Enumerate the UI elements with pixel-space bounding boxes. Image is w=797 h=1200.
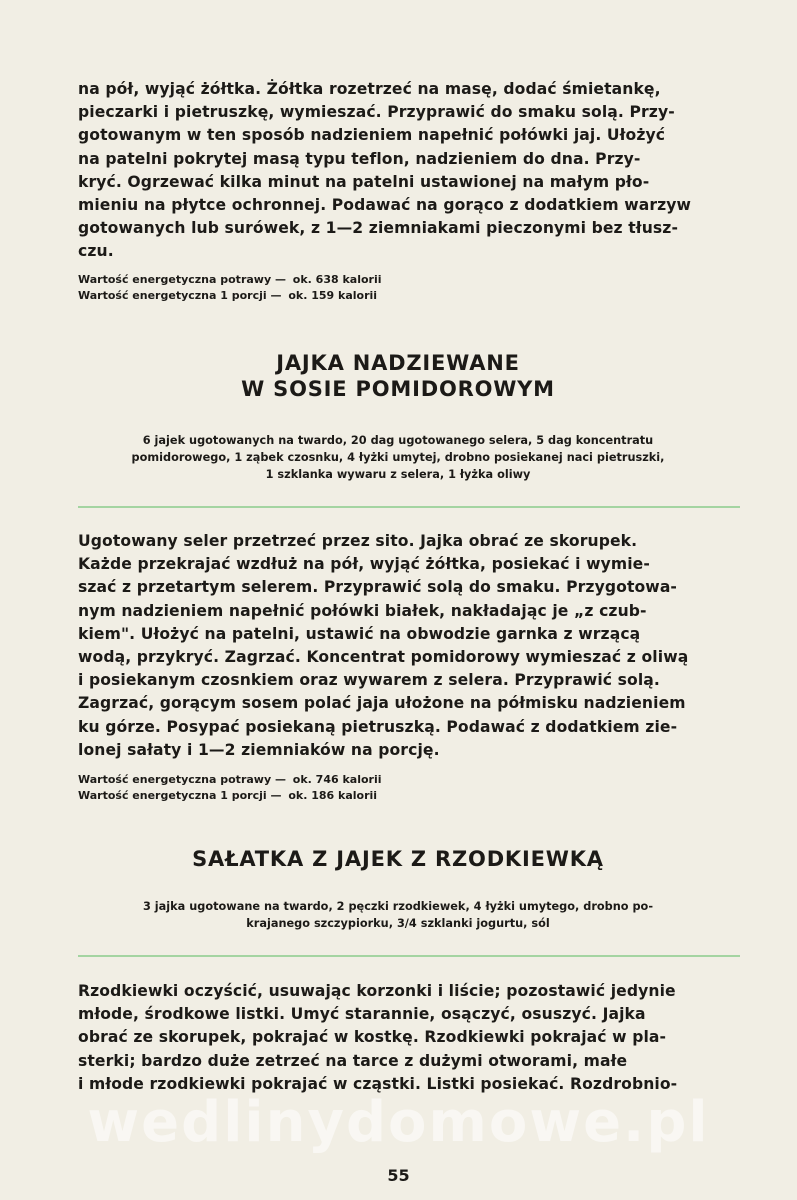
energy-label: Wartość energetyczna potrawy — bbox=[78, 273, 286, 286]
ingredients-line: pomidorowego, 1 ząbek czosnku, 4 łyżki umytej, drobno posiekanej naci pietruszki, bbox=[131, 451, 665, 464]
ingredients-line: 1 szklanka wywaru z selera, 1 łyżka oliwy bbox=[265, 468, 531, 481]
ingredients-2 bbox=[70, 898, 726, 932]
energy-dish-row bbox=[78, 772, 382, 788]
text-line: obrać ze skorupek, pokrajać w kostkę. Rzodkiewki pokrajać w pla- bbox=[78, 1028, 667, 1047]
divider-rule bbox=[78, 955, 740, 957]
energy-value: ok. 159 kalorii bbox=[288, 289, 378, 302]
energy-label: Wartość energetyczna 1 porcji — bbox=[78, 289, 282, 302]
text-line: sterki; bardzo duże zetrzeć na tarce z dużymi otworami, małe bbox=[78, 1051, 628, 1070]
energy-portion-row bbox=[78, 288, 382, 304]
text-line: gotowanym w ten sposób nadzieniem napełnić połówki jaj. Ułożyć bbox=[78, 126, 666, 145]
ingredients-line: 3 jajka ugotowane na twardo, 2 pęczki rzodkiewek, 4 łyżki umytego, drobno po- bbox=[142, 900, 654, 913]
energy-value: ok. 186 kalorii bbox=[288, 789, 378, 802]
ingredients-line: krajanego szczypiorku, 3/4 szklanki jogurtu, sól bbox=[246, 917, 550, 930]
energy-dish-row bbox=[78, 272, 382, 288]
energy-block-1 bbox=[78, 272, 382, 304]
ingredients-line: 6 jajek ugotowanych na twardo, 20 dag ugotowanego selera, 5 dag koncentratu bbox=[142, 434, 654, 447]
text-line: nym nadzieniem napełnić połówki białek, nakładając je „z czub- bbox=[78, 601, 647, 620]
recipe-1-body bbox=[78, 530, 718, 762]
text-line: kiem". Ułożyć na patelni, ustawić na obwodzie garnka z wrzącą bbox=[78, 624, 641, 643]
text-line: na pół, wyjąć żółtka. Żółtka rozetrzeć na masę, dodać śmietankę, bbox=[78, 80, 661, 98]
text-line: na patelni pokrytej masą typu teflon, nadzieniem do dna. Przy- bbox=[78, 149, 641, 168]
page-number: 55 bbox=[387, 1166, 410, 1185]
energy-portion-row bbox=[78, 788, 382, 804]
watermark: wedlinydomowe.pl bbox=[87, 1090, 710, 1155]
text-line: mieniu na płytce ochronnej. Podawać na gorąco z dodatkiem warzyw bbox=[78, 196, 692, 215]
recipe-2-body bbox=[78, 980, 718, 1096]
text-line: i posiekanym czosnkiem oraz wywarem z selera. Przyprawić solą. bbox=[78, 671, 660, 690]
recipe-title-2: SAŁATKA Z JAJEK Z RZODKIEWKĄ bbox=[192, 847, 604, 871]
text-line: Każde przekrajać wzdłuż na pół, wyjąć żółtka, posiekać i wymie- bbox=[78, 555, 650, 574]
energy-label: Wartość energetyczna potrawy — bbox=[78, 773, 286, 786]
text-line: Ugotowany seler przetrzeć przez sito. Jajka obrać ze skorupek. bbox=[78, 532, 638, 550]
text-line: gotowanych lub surówek, z 1—2 ziemniakami pieczonymi bez tłusz- bbox=[78, 219, 679, 238]
energy-value: ok. 746 kalorii bbox=[292, 773, 382, 786]
text-line: kryć. Ogrzewać kilka minut na patelni ustawionej na małym pło- bbox=[78, 172, 650, 191]
title-line: W SOSIE POMIDOROWYM bbox=[241, 377, 555, 401]
text-line: i młode rzodkiewki pokrajać w cząstki. Listki posiekać. Rozdrobnio- bbox=[78, 1074, 678, 1093]
divider-rule bbox=[78, 506, 740, 508]
intro-paragraph bbox=[78, 78, 718, 264]
text-line: Rzodkiewki oczyścić, usuwając korzonki i liście; pozostawić jedynie bbox=[78, 982, 676, 1000]
recipe-title-1 bbox=[78, 350, 718, 402]
title-line: JAJKA NADZIEWANE bbox=[276, 351, 520, 375]
energy-label: Wartość energetyczna 1 porcji — bbox=[78, 789, 282, 802]
energy-value: ok. 638 kalorii bbox=[292, 273, 382, 286]
text-line: szać z przetartym selerem. Przyprawić solą do smaku. Przygotowa- bbox=[78, 578, 678, 597]
text-line: ku górze. Posypać posiekaną pietruszką. Podawać z dodatkiem zie- bbox=[78, 717, 678, 736]
text-line: pieczarki i pietruszkę, wymieszać. Przyprawić do smaku solą. Przy- bbox=[78, 103, 675, 122]
ingredients-1 bbox=[70, 432, 726, 483]
text-line: lonej sałaty i 1—2 ziemniaków na porcję. bbox=[78, 740, 440, 759]
text-line: wodą, przykryć. Zagrzać. Koncentrat pomidorowy wymieszać z oliwą bbox=[78, 648, 689, 667]
energy-block-2 bbox=[78, 772, 382, 804]
text-line: młode, środkowe listki. Umyć starannie, osączyć, osuszyć. Jajka bbox=[78, 1005, 646, 1024]
text-line: czu. bbox=[78, 242, 114, 261]
text-line: Zagrzać, gorącym sosem polać jaja ułożone na półmisku nadzieniem bbox=[78, 694, 686, 713]
